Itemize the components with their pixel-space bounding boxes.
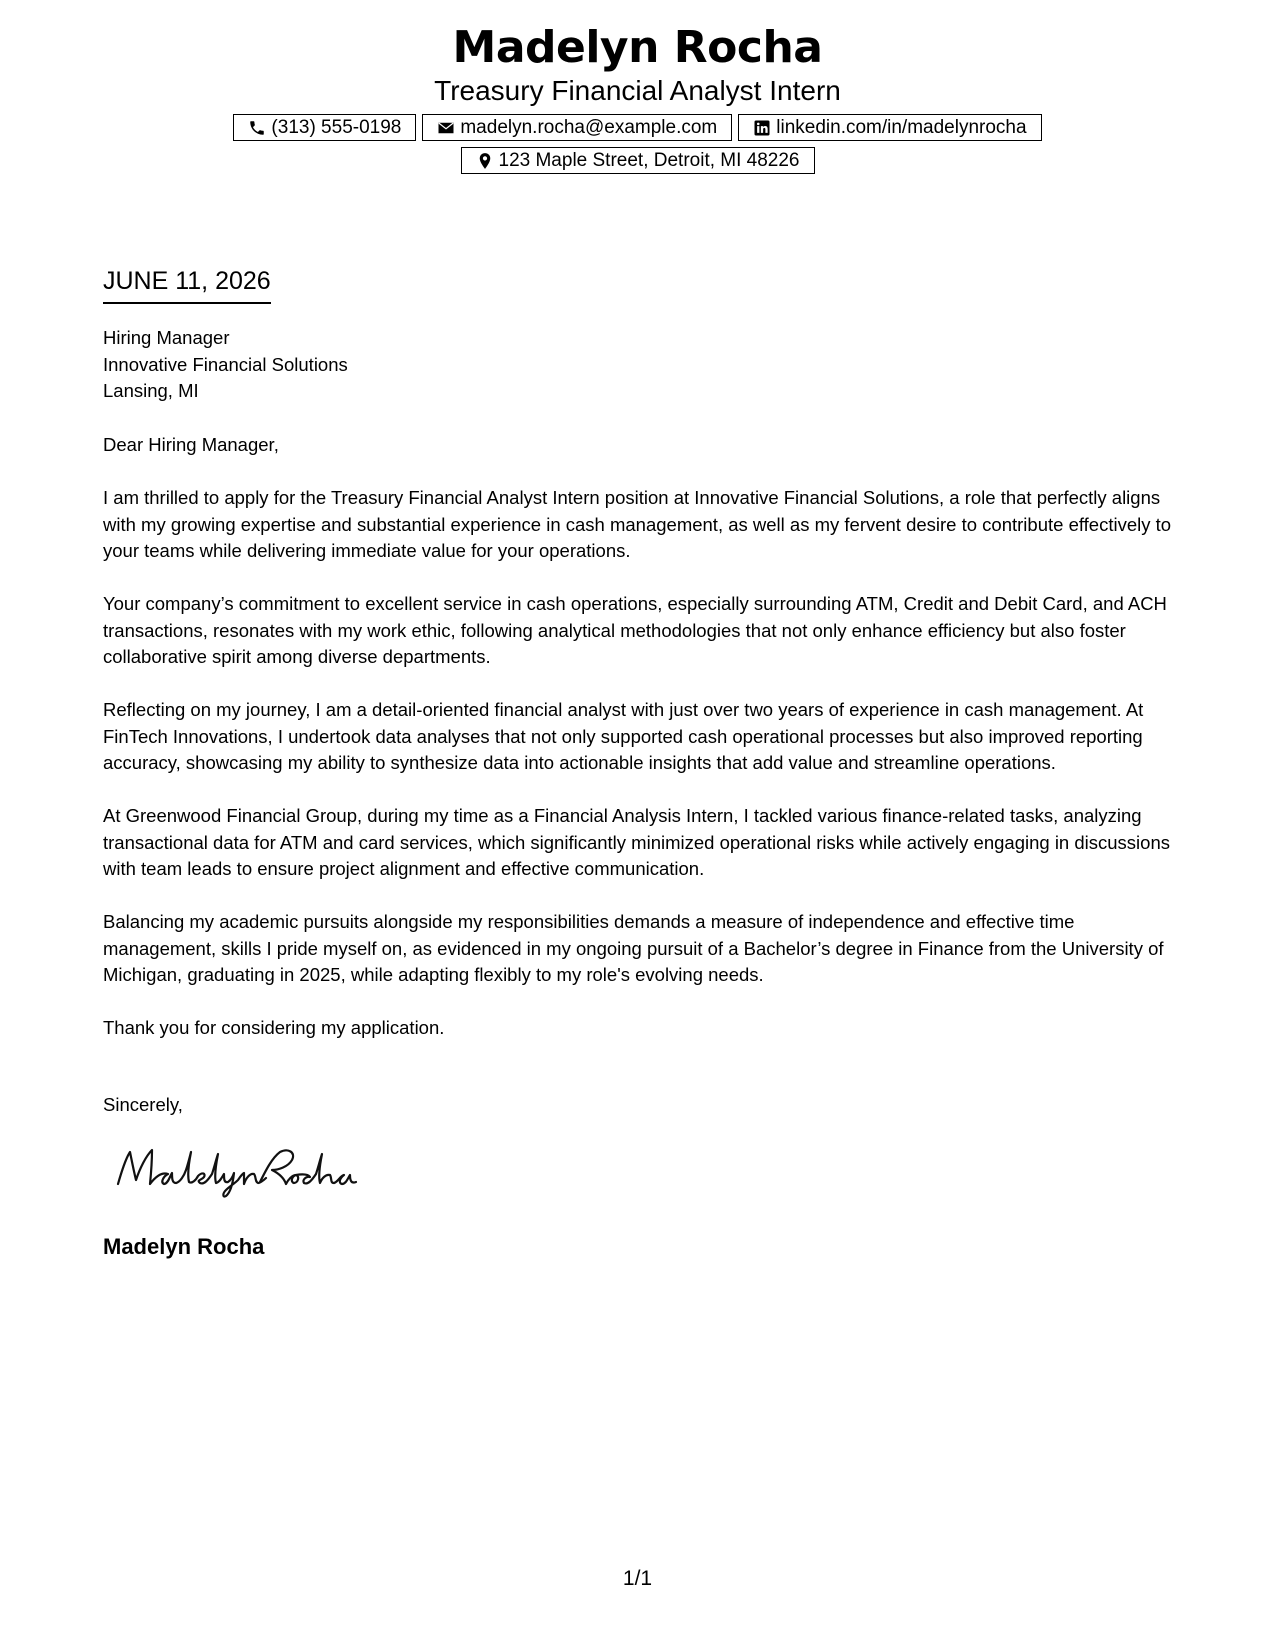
recipient-company: Innovative Financial Solutions — [103, 353, 348, 375]
signoff: Sincerely, — [103, 1094, 183, 1115]
letter-date: JUNE 11, 2026 — [103, 266, 271, 304]
envelope-icon — [437, 119, 455, 137]
address-contact — [461, 147, 815, 174]
email-text: madelyn.rocha@example.com — [460, 116, 718, 138]
linkedin-contact[interactable] — [738, 114, 1041, 141]
page-number: 1/1 — [622, 1567, 653, 1590]
contact-row-secondary — [0, 147, 1275, 174]
recipient-location: Lansing, MI — [103, 380, 199, 401]
letter-header — [0, 22, 1275, 174]
phone-icon — [248, 119, 266, 137]
phone-contact[interactable] — [233, 114, 416, 141]
body-paragraph: I am thrilled to apply for the Treasury Financial Analyst Intern position at Innovative Financial Solutions, a role that perfectly aligns with my growing expertise and substantial experience in cash management, as well as my fervent desire to contribute effectively to your teams while delivering immediate value for your operations. — [103, 487, 1172, 561]
body-paragraph: Your company’s commitment to excellent service in cash operations, especially surrounding ATM, Credit and Debit Card, and ACH transactions, resonates with my work ethic, following analytical methodologies that not only enhance efficiency but also foster collaborative spirit among diverse departments. — [103, 593, 1167, 667]
letter-body — [103, 485, 1173, 1068]
linkedin-text: linkedin.com/in/madelynrocha — [776, 116, 1027, 138]
closing-paragraph: Thank you for considering my application. — [103, 1017, 445, 1038]
linkedin-icon — [753, 119, 771, 137]
contact-row-primary — [0, 114, 1275, 141]
body-paragraph: Reflecting on my journey, I am a detail-oriented financial analyst with just over two years of experience in cash management. At FinTech Innovations, I undertook data analyses that not only supported cash operational processes but also improved reporting accuracy, showcasing my ability to synthesize data into actionable insights that add value and streamline operations. — [103, 699, 1144, 773]
email-contact[interactable] — [422, 114, 732, 141]
body-paragraph: At Greenwood Financial Group, during my time as a Financial Analysis Intern, I tackled various finance-related tasks, analyzing transactional data for ATM and card services, which significantly minimized operational risks while actively engaging in discussions with team leads to ensure project alignment and effective communication. — [103, 805, 1170, 879]
map-marker-icon — [476, 152, 494, 170]
recipient-block — [103, 325, 1173, 405]
address-text: 123 Maple Street, Detroit, MI 48226 — [498, 149, 800, 171]
body-paragraph: Balancing my academic pursuits alongside my responsibilities demands a measure of independence and effective time management, skills I pride myself on, as evidenced in my ongoing pursuit of a Bachelor’s degree in Finance from the University of Michigan, graduating in 2025, while adapting flexibly to my role's evolving needs. — [103, 911, 1164, 985]
recipient-title: Hiring Manager — [103, 327, 230, 348]
handwritten-signature — [110, 1140, 360, 1200]
signed-name: Madelyn Rocha — [103, 1234, 265, 1259]
phone-text: (313) 555-0198 — [271, 116, 402, 138]
greeting: Dear Hiring Manager, — [103, 434, 279, 455]
applicant-name: Madelyn Rocha — [452, 22, 823, 73]
applicant-role: Treasury Financial Analyst Intern — [434, 75, 841, 106]
